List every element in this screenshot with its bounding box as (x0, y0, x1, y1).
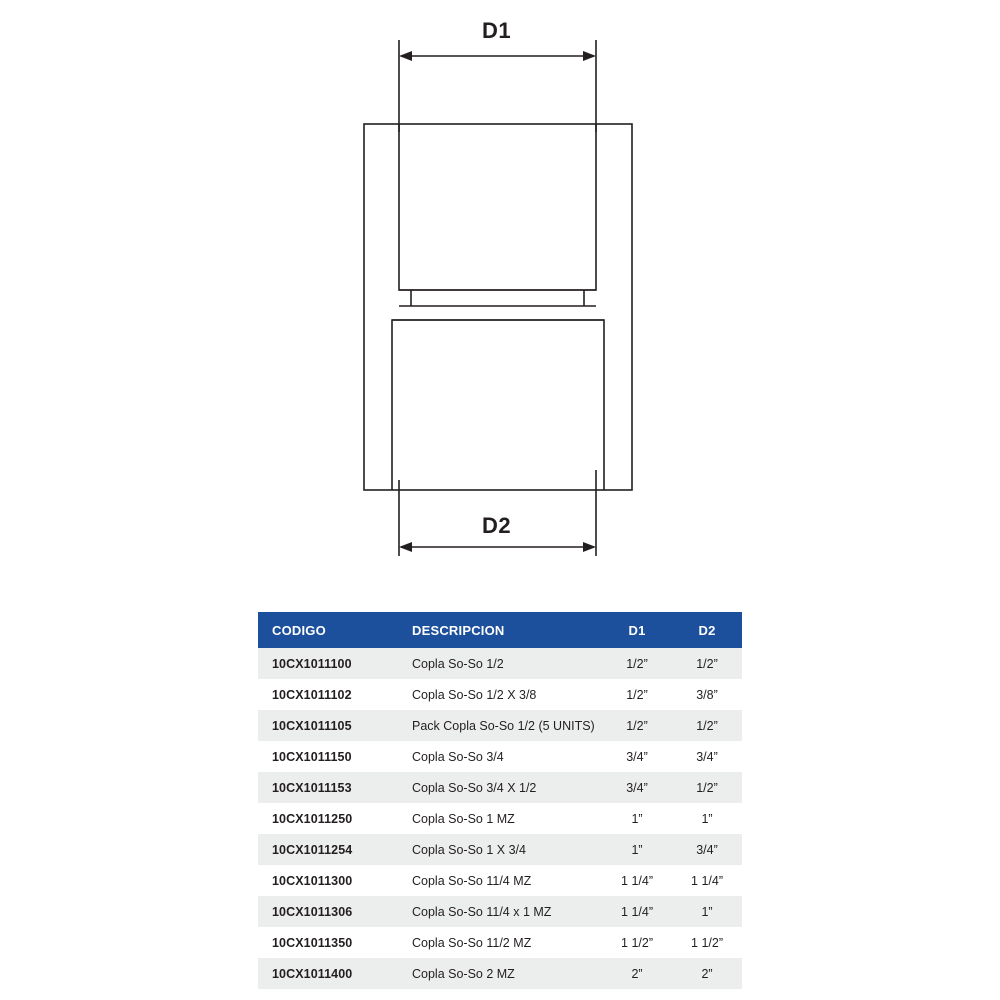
cell-d1: 1 1/4” (602, 896, 672, 927)
table-row (258, 772, 742, 803)
header-codigo: CODIGO (258, 612, 398, 648)
cell-descripcion: Copla So-So 1/2 (398, 648, 602, 679)
d1-arrow-right (583, 51, 596, 61)
cell-codigo: 10CX1011150 (258, 741, 398, 772)
cell-d2: 1” (672, 896, 742, 927)
cell-d1: 1/2” (602, 648, 672, 679)
cell-d1: 3/4” (602, 741, 672, 772)
cell-d2: 3/8” (672, 679, 742, 710)
cell-d2: 2” (672, 958, 742, 989)
cell-d2: 3/4” (672, 834, 742, 865)
table-row (258, 834, 742, 865)
specification-table-container (258, 612, 742, 989)
cell-descripcion: Copla So-So 1 MZ (398, 803, 602, 834)
lower-socket-bore (392, 320, 604, 490)
table-row (258, 679, 742, 710)
header-d1: D1 (602, 612, 672, 648)
cell-descripcion: Copla So-So 2 MZ (398, 958, 602, 989)
cell-d1: 1 1/4” (602, 865, 672, 896)
header-descripcion: DESCRIPCION (398, 612, 602, 648)
cell-codigo: 10CX1011100 (258, 648, 398, 679)
table-row (258, 741, 742, 772)
cell-codigo: 10CX1011153 (258, 772, 398, 803)
cell-d2: 1/2” (672, 648, 742, 679)
cell-d2: 1” (672, 803, 742, 834)
cell-d1: 1” (602, 803, 672, 834)
table-body (258, 648, 742, 989)
d1-label: D1 (482, 18, 512, 43)
cell-descripcion: Copla So-So 3/4 X 1/2 (398, 772, 602, 803)
table-row (258, 710, 742, 741)
cell-descripcion: Pack Copla So-So 1/2 (5 UNITS) (398, 710, 602, 741)
table-row (258, 896, 742, 927)
cell-descripcion: Copla So-So 3/4 (398, 741, 602, 772)
cell-codigo: 10CX1011350 (258, 927, 398, 958)
d2-arrow-right (583, 542, 596, 552)
cell-d2: 1/2” (672, 710, 742, 741)
cell-codigo: 10CX1011250 (258, 803, 398, 834)
coupling-outer-body (364, 124, 632, 490)
cell-descripcion: Copla So-So 11/4 MZ (398, 865, 602, 896)
d2-arrow-left (399, 542, 412, 552)
table-row (258, 927, 742, 958)
cell-codigo: 10CX1011254 (258, 834, 398, 865)
table-header-row (258, 612, 742, 648)
cell-descripcion: Copla So-So 11/4 x 1 MZ (398, 896, 602, 927)
table-row (258, 958, 742, 989)
cell-d2: 3/4” (672, 741, 742, 772)
cell-codigo: 10CX1011105 (258, 710, 398, 741)
cell-d1: 1/2” (602, 679, 672, 710)
upper-socket-bore (399, 124, 596, 290)
cell-codigo: 10CX1011300 (258, 865, 398, 896)
cell-d1: 3/4” (602, 772, 672, 803)
header-d2: D2 (672, 612, 742, 648)
cell-d2: 1 1/2” (672, 927, 742, 958)
cell-descripcion: Copla So-So 11/2 MZ (398, 927, 602, 958)
table-row (258, 648, 742, 679)
cell-d2: 1/2” (672, 772, 742, 803)
table-row (258, 865, 742, 896)
cell-descripcion: Copla So-So 1/2 X 3/8 (398, 679, 602, 710)
cell-d1: 1/2” (602, 710, 672, 741)
d1-arrow-left (399, 51, 412, 61)
d2-label: D2 (482, 513, 512, 538)
cell-d1: 1” (602, 834, 672, 865)
cell-codigo: 10CX1011306 (258, 896, 398, 927)
cell-d1: 2” (602, 958, 672, 989)
cell-codigo: 10CX1011400 (258, 958, 398, 989)
cell-codigo: 10CX1011102 (258, 679, 398, 710)
cell-descripcion: Copla So-So 1 X 3/4 (398, 834, 602, 865)
cell-d2: 1 1/4” (672, 865, 742, 896)
table-row (258, 803, 742, 834)
specification-table (258, 612, 742, 989)
cell-d1: 1 1/2” (602, 927, 672, 958)
